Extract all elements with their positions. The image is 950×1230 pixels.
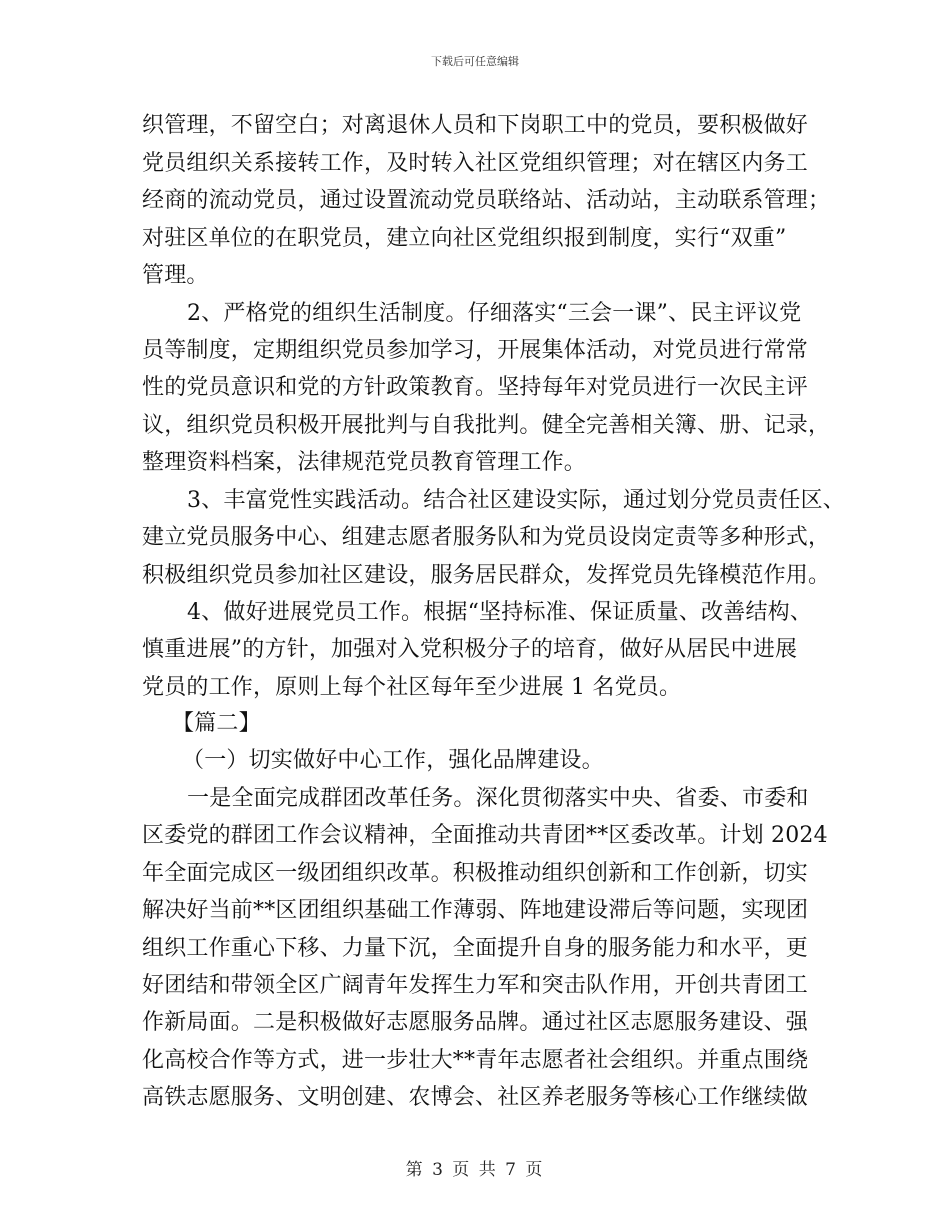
text-line: 议，组织党员积极开展批判与自我批判。健全完善相关簿、册、记录， bbox=[142, 413, 831, 438]
text-line: 3、丰富党性实践活动。结合社区建设实际，通过划分党员责任区、 bbox=[187, 488, 845, 513]
text-line: 组织工作重心下移、力量下沉，全面提升自身的服务能力和水平，更 bbox=[142, 936, 809, 961]
text-line: 党员的工作，原则上每个社区每年至少进展 1 名党员。 bbox=[142, 675, 682, 700]
text-line: 员等制度，定期组织党员参加学习，开展集体活动，对党员进行常常 bbox=[142, 338, 809, 363]
text-line: 对驻区单位的在职党员，建立向社区党组织报到制度，实行“双重” bbox=[142, 226, 787, 251]
text-line: 管理。 bbox=[142, 263, 209, 288]
text-line: 织管理，不留空白；对离退休人员和下岗职工中的党员，要积极做好 bbox=[142, 113, 809, 138]
text-line: 解决好当前**区团组织基础工作薄弱、阵地建设滞后等问题，实现团 bbox=[142, 898, 809, 923]
text-line: 一是全面完成群团改革任务。深化贯彻落实中央、省委、市委和 bbox=[187, 786, 809, 811]
text-line: 经商的流动党员，通过设置流动党员联络站、活动站，主动联系管理； bbox=[142, 188, 831, 213]
text-line: 高铁志愿服务、文明创建、农博会、社区养老服务等核心工作继续做 bbox=[142, 1085, 809, 1110]
text-line: 作新局面。二是积极做好志愿服务品牌。通过社区志愿服务建设、强 bbox=[142, 1010, 809, 1035]
section-heading: 【篇二】 bbox=[172, 711, 261, 736]
page-header: 下载后可任意编辑 bbox=[431, 55, 519, 68]
text-line: 化高校合作等方式，进一步壮大**青年志愿者社会组织。并重点围绕 bbox=[142, 1048, 809, 1073]
text-line: 整理资料档案，法律规范党员教育管理工作。 bbox=[142, 450, 587, 475]
text-line: 2、严格党的组织生活制度。仔细落实“三会一课”、民主评议党 bbox=[187, 301, 802, 326]
text-line: 慎重进展”的方针，加强对入党积极分子的培育，做好从居民中进展 bbox=[142, 637, 798, 662]
text-line: 区委党的群团工作会议精神，全面推动共青团**区委改革。计划 2024 bbox=[142, 823, 828, 848]
text-line: 建立党员服务中心、组建志愿者服务队和为党员设岗定责等多种形式， bbox=[142, 525, 831, 550]
text-line: 4、做好进展党员工作。根据“坚持标准、保证质量、改善结构、 bbox=[187, 600, 813, 625]
text-line: 好团结和带领全区广阔青年发挥生力军和突击队作用，开创共青团工 bbox=[142, 973, 809, 998]
text-line: 积极组织党员参加社区建设，服务居民群众，发挥党员先锋模范作用。 bbox=[142, 563, 831, 588]
text-line: 年全面完成区一级团组织改革。积极推动组织创新和工作创新，切实 bbox=[142, 861, 809, 886]
text-line: 党员组织关系接转工作，及时转入社区党组织管理；对在辖区内务工 bbox=[142, 151, 809, 176]
text-line: 性的党员意识和党的方针政策教育。坚持每年对党员进行一次民主评 bbox=[142, 375, 809, 400]
page-footer: 第 3 页 共 7 页 bbox=[405, 1160, 545, 1180]
subsection-heading: （一）切实做好中心工作，强化品牌建设。 bbox=[182, 748, 604, 773]
